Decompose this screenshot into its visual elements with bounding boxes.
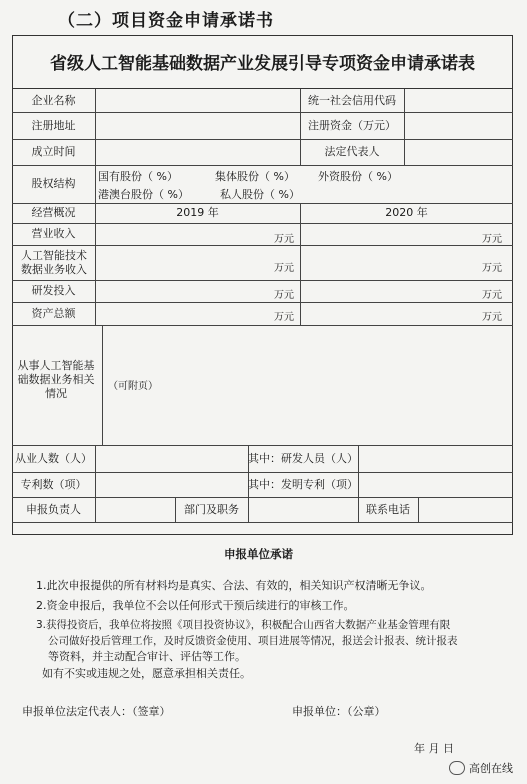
- label-rd-staff: 其中：研发人员（人）: [248, 451, 358, 465]
- label-rd: 研发投入: [31, 284, 76, 297]
- label-company-name: 企业名称: [31, 93, 76, 107]
- unit-label: 万元: [482, 312, 502, 323]
- unit-label: 万元: [482, 263, 502, 274]
- equity-collective: 集体股份（ %）: [215, 170, 295, 183]
- label-legal-rep: 法定代表人: [324, 145, 380, 158]
- equity-hkmo: 港澳台股份（ %）: [98, 188, 189, 201]
- table-title: 省级人工智能基础数据产业发展引导专项资金申请承诺表: [12, 35, 513, 89]
- commitment-title: 申报单位承诺: [224, 547, 293, 561]
- label-phone: 联系电话: [366, 502, 410, 516]
- label-operation: 经营概况: [31, 206, 76, 219]
- unit-label: 万元: [274, 263, 294, 274]
- commitment-item-3a: 3.获得投资后，我单位将按照《项目投资协议》，积极配合山西省大数据产业基金管理有限: [36, 619, 451, 631]
- label-applicant: 申报负责人: [26, 502, 81, 516]
- unit-label: 万元: [274, 312, 294, 323]
- label-ai-revenue: 人工智能技术数据业务收入: [21, 248, 87, 276]
- label-reg-capital: 注册资金（万元）: [308, 118, 396, 132]
- commitment-item-3b: 公司做好投后管理工作，及时反馈资金使用、项目进展等情况，报送会计报表、统计报表: [48, 635, 458, 647]
- label-employees: 从业人数（人）: [15, 451, 92, 465]
- unit-label: 万元: [482, 290, 502, 301]
- commitment-item-4: 如有不实或违规之处，愿意承担相关责任。: [42, 667, 251, 680]
- commitment-item-1: 1.此次申报提供的所有材料均是真实、合法、有效的，相关知识产权清晰无争议。: [36, 579, 432, 592]
- label-assets: 资产总额: [31, 306, 76, 320]
- label-dept: 部门及职务: [184, 502, 239, 516]
- equity-private: 私人股份（ %）: [220, 188, 300, 201]
- label-year-2020: 2020 年: [385, 206, 428, 219]
- label-year-2019: 2019 年: [176, 206, 219, 219]
- sign-date: 年 月 日: [414, 742, 454, 755]
- commitment-item-2: 2.资金申报后，我单位不会以任何形式干预后续进行的审核工作。: [36, 599, 355, 612]
- label-founded: 成立时间: [31, 145, 76, 158]
- equity-foreign: 外资股份（ %）: [318, 170, 398, 183]
- row-line: [12, 325, 513, 326]
- section-heading: （二）项目资金申请承诺书: [58, 11, 274, 31]
- col-line: [358, 445, 359, 497]
- label-equity: 股权结构: [31, 177, 76, 190]
- label-revenue: 营业收入: [31, 227, 76, 240]
- chat-icon: [449, 761, 465, 775]
- unit-label: 万元: [274, 234, 294, 245]
- col-line: [418, 497, 419, 522]
- label-invention: 其中：发明专利（项）: [248, 477, 358, 491]
- unit-label: 万元: [274, 290, 294, 301]
- watermark: [449, 760, 513, 776]
- equity-state: 国有股份（ %）: [98, 170, 178, 183]
- col-line: [102, 325, 103, 445]
- label-reg-address: 注册地址: [31, 118, 76, 132]
- col-line: [248, 497, 249, 522]
- unit-seal: 申报单位：（公章）: [292, 705, 386, 718]
- rep-signature: 申报单位法定代表人：（签章）: [22, 705, 171, 718]
- attach-note: （可附页）: [108, 381, 158, 392]
- label-ai-work: 从事人工智能基础数据业务相关情况: [17, 359, 95, 400]
- unit-label: 万元: [482, 234, 502, 245]
- label-credit-code: 统一社会信用代码: [308, 93, 396, 107]
- label-patents: 专利数（项）: [20, 477, 87, 491]
- watermark-text: 高创在线: [469, 762, 513, 775]
- col-line: [95, 445, 96, 522]
- col-line: [404, 89, 405, 165]
- commitment-item-3c: 等资料，并主动配合审计、评估等工作。: [48, 650, 246, 663]
- row-line: [12, 522, 513, 523]
